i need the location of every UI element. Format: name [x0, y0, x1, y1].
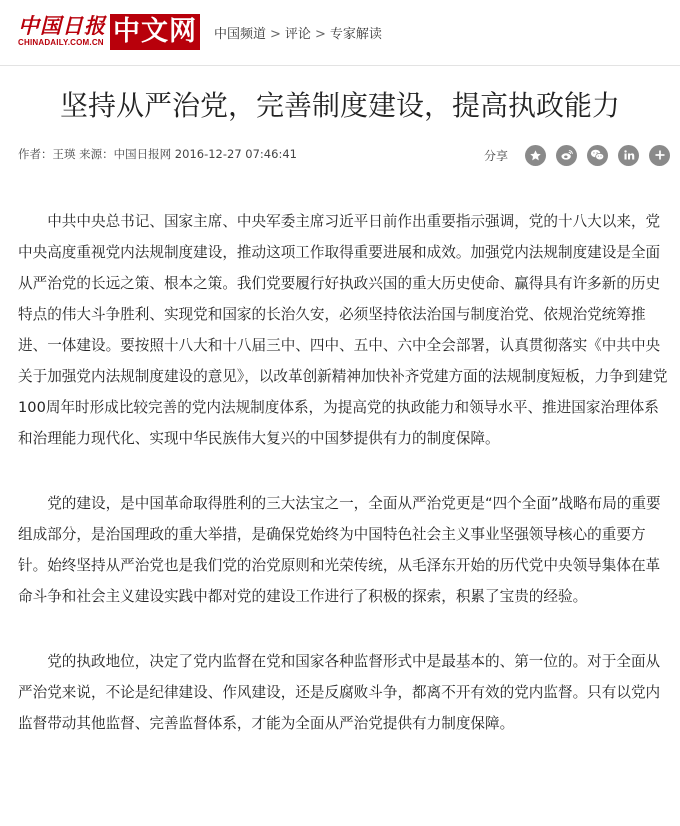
logo-channel-box: 中文网 [110, 14, 200, 50]
article-meta: 作者：王瑛 来源：中国日报网 2016-12-27 07:46:41 [18, 147, 297, 161]
breadcrumb-link-comment[interactable]: 评论 [284, 27, 311, 42]
breadcrumb-link-expert-analysis[interactable]: 专家解读 [329, 27, 382, 42]
logo-english-text: CHINADAILY.COM.CN [18, 38, 104, 47]
favorite-icon[interactable] [525, 145, 546, 166]
article-body [18, 206, 672, 773]
article-paragraph: 党的执政地位，决定了党内监督在党和国家各种监督形式中是最基本的、第一位的。对于全面从严治党来说，不论是纪律建设、作风建设，还是反腐败斗争，都离不开有效的党内监督。只有以党内监督带动其他监督、完善监督体系，才能为全面从严治党提供有力制度保障。 [18, 653, 661, 732]
share-label: 分享 [483, 148, 508, 163]
article-paragraph: 中共中央总书记、国家主席、中央军委主席习近平日前作出重要指示强调，党的十八大以来，党中央高度重视党内法规制度建设，推动这项工作取得重要进展和成效。加强党内法规制度建设是全面从严治党的长远之策、根本之策。我们党要履行好执政兴国的重大历史使命、赢得具有许多新的历史特点的伟大斗争胜利、实现党和国家的长治久安，必须坚持依法治国与制度治党、依规治党统筹推进、一体建设。要按照十八大和十八届三中、四中、五中、六中全会部署，认真贯彻落实《中共中央关于加强党内法规制度建设的意见》，以改革创新精神加快补齐党建方面的法规制度短板，力争到建党100周年时形成比较完善的党内法规制度体系，为提高党的执政能力和领导水平、推进国家治理体系和治理能力现代化、实现中华民族伟大复兴的中国梦提供有力的制度保障。 [18, 213, 668, 447]
article-paragraph: 党的建设，是中国革命取得胜利的三大法宝之一，全面从严治党更是“四个全面”战略布局的重要组成部分，是治国理政的重大举措，是确保党始终为中国特色社会主义事业坚强领导核心的重要方针。始终坚持从严治党也是我们党的治党原则和光荣传统，从毛泽东开始的历代党中央领导集体在革命斗争和社会主义建设实践中都对党的建设工作进行了积极的探索，积累了宝贵的经验。 [18, 495, 661, 605]
article-title: 坚持从严治党，完善制度建设，提高执政能力 [59, 89, 620, 122]
logo-chinese-text: 中国日报 [18, 13, 106, 38]
breadcrumb-separator: > [270, 27, 281, 42]
site-header [0, 0, 680, 66]
wechat-icon[interactable] [587, 145, 608, 166]
share-bar [484, 143, 670, 167]
site-logo[interactable] [18, 14, 200, 54]
breadcrumb-link-china-channel[interactable]: 中国频道 [214, 27, 267, 42]
logo-text-group [18, 14, 106, 48]
linkedin-icon[interactable] [618, 145, 639, 166]
breadcrumb-separator: > [314, 27, 326, 42]
more-icon[interactable] [649, 145, 670, 166]
breadcrumb [214, 26, 382, 44]
weibo-icon[interactable] [556, 145, 577, 166]
